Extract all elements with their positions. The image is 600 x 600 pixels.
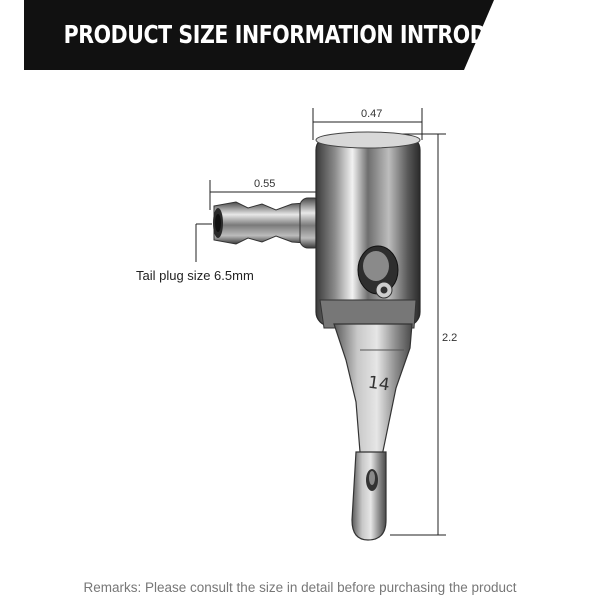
top-width-label: 0.47 bbox=[361, 108, 383, 120]
part-number: 14 bbox=[366, 372, 391, 396]
tail-plug-note: Tail plug size 6.5mm bbox=[136, 268, 254, 283]
tail-note-leader bbox=[196, 224, 212, 262]
page-title: PRODUCT SIZE INFORMATION INTRODUCTION bbox=[63, 20, 572, 49]
height-label: 2.2 bbox=[442, 332, 458, 344]
remarks-text: Remarks: Please consult the size in detail before purchasing the product bbox=[83, 580, 517, 595]
chuck-lever bbox=[334, 324, 412, 540]
chuck-body bbox=[316, 132, 420, 328]
tail-length-label: 0.55 bbox=[254, 178, 276, 190]
tail-barb bbox=[213, 198, 322, 248]
